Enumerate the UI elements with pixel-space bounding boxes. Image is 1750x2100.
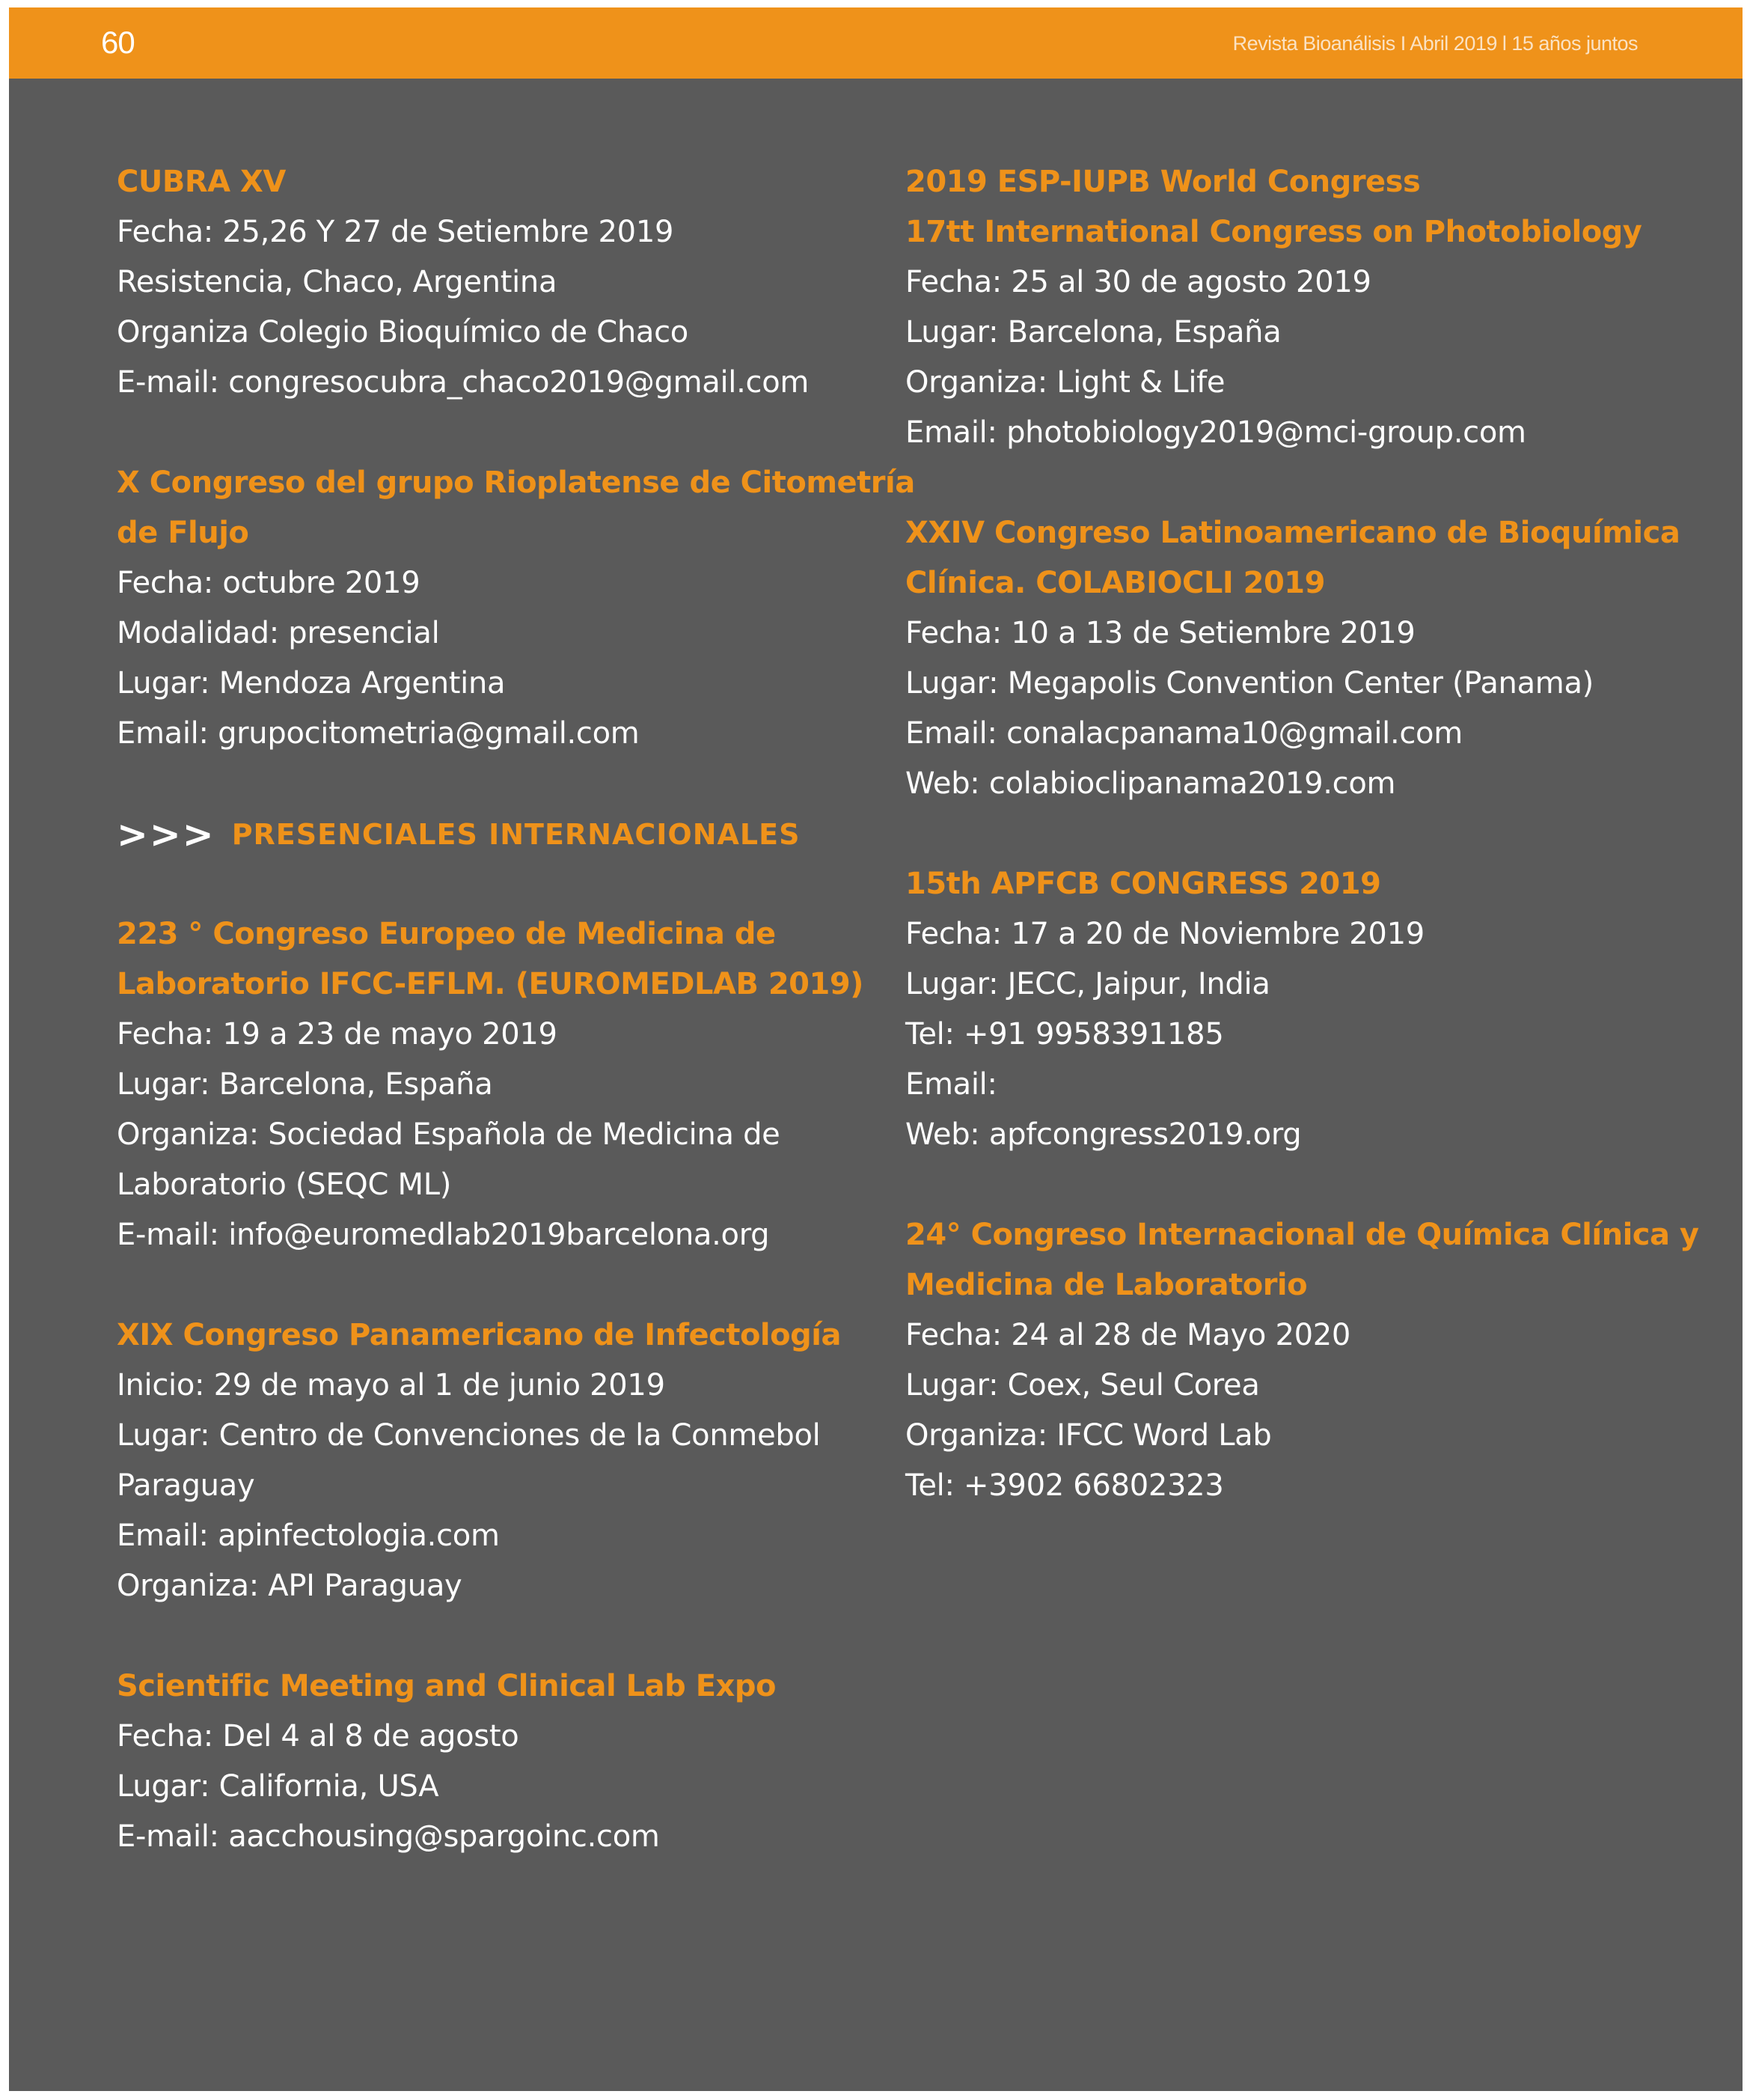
- event-detail: Fecha: octubre 2019: [117, 566, 420, 600]
- event-title: 2019 ESP-IUPB World Congress: [905, 165, 1421, 199]
- event-detail: Lugar: Barcelona, España: [905, 315, 1282, 350]
- event-detail: Lugar: Coex, Seul Corea: [905, 1368, 1260, 1402]
- event-detail: Lugar: Megapolis Convention Center (Panama): [905, 666, 1594, 700]
- event-list-national: [117, 157, 915, 759]
- event-list-international: [117, 909, 887, 1862]
- event-detail: Resistencia, Chaco, Argentina: [117, 265, 557, 299]
- event-detail: Inicio: 29 de mayo al 1 de junio 2019: [117, 1368, 665, 1402]
- event-detail: Fecha: 24 al 28 de Mayo 2020: [905, 1318, 1351, 1352]
- left-column: [117, 157, 915, 1912]
- right-column: [905, 157, 1699, 1561]
- section-heading: [117, 809, 887, 859]
- event-entry: [117, 458, 915, 759]
- magazine-page: [9, 7, 1743, 2091]
- page-header-bar: [9, 7, 1743, 79]
- event-detail: Web: apfcongress2019.org: [905, 1117, 1302, 1152]
- event-detail: Web: colabioclipanama2019.com: [905, 766, 1396, 801]
- event-entry: [117, 909, 887, 1260]
- event-detail: Email: conalacpanama10@gmail.com: [905, 716, 1463, 751]
- event-title: 223 ° Congreso Europeo de Medicina de: [117, 917, 776, 951]
- event-title: X Congreso del grupo Rioplatense de Citometría: [117, 466, 915, 500]
- event-detail: E-mail: info@euromedlab2019barcelona.org: [117, 1218, 770, 1252]
- event-detail: Email: photobiology2019@mci-group.com: [905, 415, 1526, 450]
- event-detail: Fecha: 19 a 23 de mayo 2019: [117, 1017, 557, 1051]
- event-detail: Fecha: 25,26 Y 27 de Setiembre 2019: [117, 215, 674, 249]
- event-entry: [117, 157, 887, 408]
- event-detail: Organiza Colegio Bioquímico de Chaco: [117, 315, 688, 350]
- event-detail: Fecha: 10 a 13 de Setiembre 2019: [905, 616, 1416, 650]
- section-arrows-icon: >>>: [117, 813, 215, 856]
- event-entry: [117, 1661, 887, 1862]
- event-title: de Flujo: [117, 516, 249, 550]
- event-title: 24° Congreso Internacional de Química Clínica y: [905, 1218, 1699, 1252]
- section-label: PRESENCIALES INTERNACIONALES: [231, 818, 801, 851]
- event-detail: Laboratorio (SEQC ML): [117, 1167, 452, 1202]
- event-detail: Organiza: IFCC Word Lab: [905, 1418, 1272, 1453]
- event-title: XXIV Congreso Latinoamericano de Bioquímica: [905, 516, 1680, 550]
- event-list-right: [905, 157, 1699, 1511]
- event-detail: Lugar: California, USA: [117, 1769, 439, 1804]
- event-detail: Lugar: JECC, Jaipur, India: [905, 967, 1270, 1001]
- event-detail: Organiza: Sociedad Española de Medicina de: [117, 1117, 780, 1152]
- event-detail: Email:: [905, 1067, 997, 1102]
- event-detail: Modalidad: presencial: [117, 616, 440, 650]
- event-title: XIX Congreso Panamericano de Infectología: [117, 1318, 841, 1352]
- event-detail: Fecha: 17 a 20 de Noviembre 2019: [905, 917, 1425, 951]
- event-detail: Email: apinfectologia.com: [117, 1518, 500, 1553]
- event-detail: Fecha: 25 al 30 de agosto 2019: [905, 265, 1371, 299]
- event-title: Laboratorio IFCC-EFLM. (EUROMEDLAB 2019): [117, 967, 863, 1001]
- page-number: 60: [101, 25, 135, 60]
- event-detail: Email: grupocitometria@gmail.com: [117, 716, 640, 751]
- event-detail: Tel: +91 9958391185: [905, 1017, 1224, 1051]
- event-detail: Paraguay: [117, 1468, 255, 1503]
- event-entry: [905, 157, 1676, 458]
- event-entry: [905, 859, 1676, 1160]
- event-detail: Lugar: Centro de Convenciones de la Conmebol: [117, 1418, 821, 1453]
- event-detail: Lugar: Mendoza Argentina: [117, 666, 506, 700]
- event-detail: Tel: +3902 66802323: [905, 1468, 1224, 1503]
- event-title: Medicina de Laboratorio: [905, 1268, 1308, 1302]
- event-title: Scientific Meeting and Clinical Lab Expo: [117, 1669, 776, 1703]
- event-title: Clínica. COLABIOCLI 2019: [905, 566, 1325, 600]
- event-detail: Lugar: Barcelona, España: [117, 1067, 493, 1102]
- event-detail: Organiza: Light & Life: [905, 365, 1226, 400]
- event-entry: [905, 1210, 1699, 1511]
- event-detail: E-mail: aacchousing@spargoinc.com: [117, 1819, 660, 1854]
- event-title: 17tt International Congress on Photobiology: [905, 215, 1642, 249]
- event-title: 15th APFCB CONGRESS 2019: [905, 867, 1381, 901]
- event-detail: Organiza: API Paraguay: [117, 1569, 462, 1603]
- event-title: CUBRA XV: [117, 165, 286, 199]
- event-detail: E-mail: congresocubra_chaco2019@gmail.com: [117, 365, 810, 400]
- event-entry: [905, 508, 1680, 809]
- event-detail: Fecha: Del 4 al 8 de agosto: [117, 1719, 519, 1753]
- event-entry: [117, 1310, 887, 1611]
- publication-info: Revista Bioanálisis I Abril 2019 l 15 años juntos: [1232, 32, 1638, 55]
